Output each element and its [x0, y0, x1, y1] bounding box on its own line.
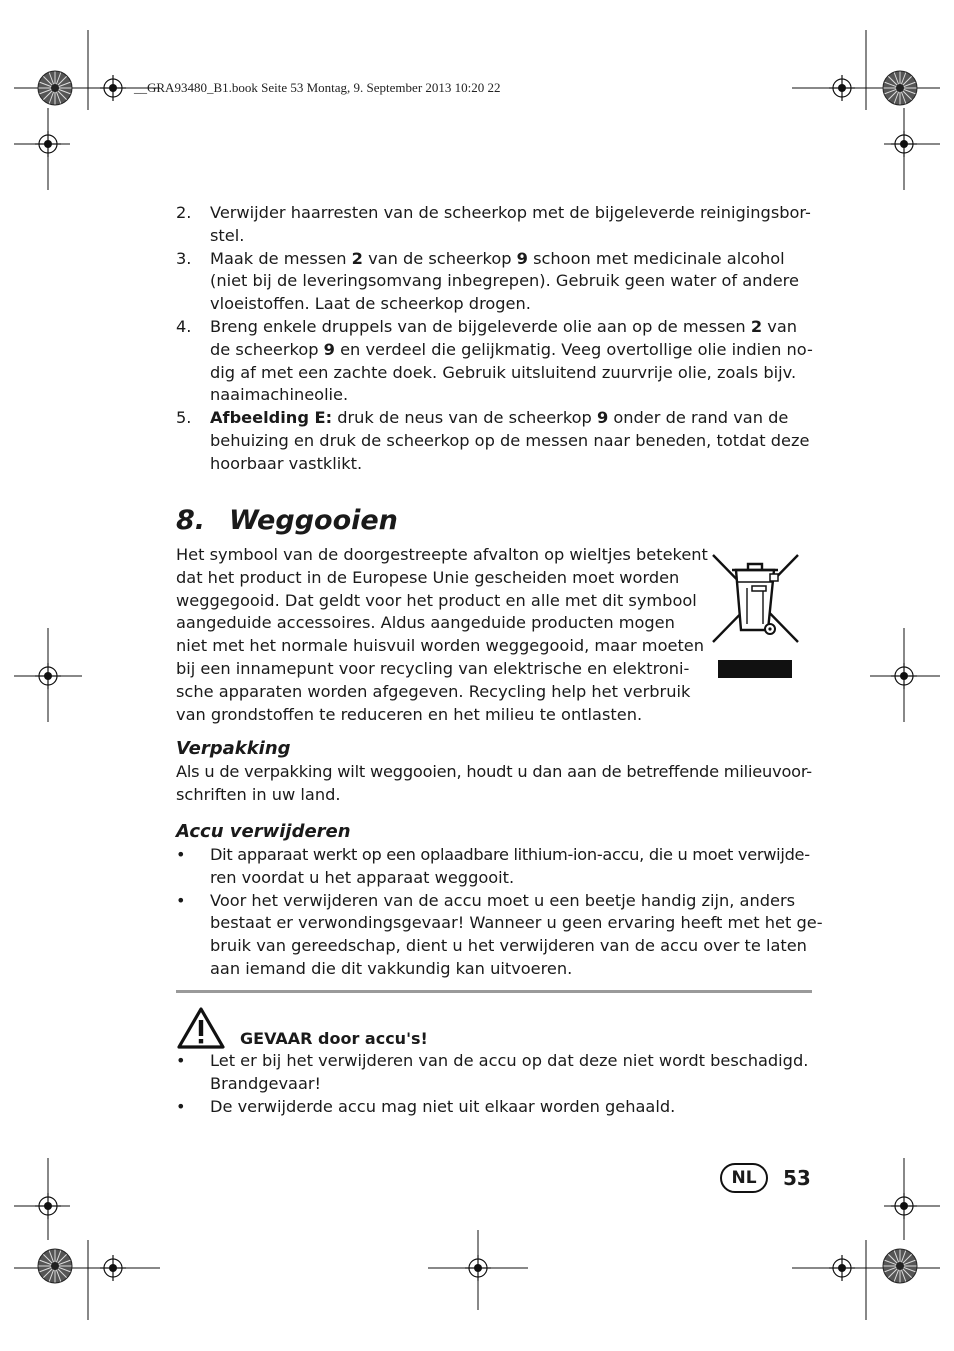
list-item: 2. Verwijder haarresten van de scheerkop met de bijgeleverde reinigingsbor- stel.: [176, 203, 811, 245]
crop-registration-mark-icon: [100, 75, 126, 101]
crop-registration-mark-icon: [829, 75, 855, 101]
steps-list: [176, 202, 812, 476]
crop-registration-mark-icon: [891, 663, 917, 689]
color-calibration-wheel-icon: [883, 71, 917, 105]
crop-registration-mark-icon: [891, 1193, 917, 1219]
crop-registration-mark-icon: [465, 1255, 491, 1281]
color-calibration-wheel-icon: [883, 1249, 917, 1283]
section-heading: Verpakking: [176, 738, 291, 759]
packaging-section: Verpakking Als u de verpakking wilt weggooien, houdt u dan aan de betreffende milieuvoor- schriften in uw land.: [176, 738, 812, 804]
list-item: • Dit apparaat werkt op een oplaadbare lithium-ion-accu, die u moet verwijde- ren voordat u het apparaat weggooit.: [176, 845, 810, 887]
file-info-header: __GRA93480_B1.book Seite 53 Montag, 9. September 2013 10:20 22: [134, 80, 501, 95]
crop-registration-mark-icon: [100, 1255, 126, 1281]
list-item: • Let er bij het verwijderen van de accu op dat deze niet wordt beschadigd. Brandgevaar!: [176, 1051, 809, 1093]
list-item: 3. Maak de messen 2 van de scheerkop 9 schoon met medicinale alcohol (niet bij de leveringsomvang inbegrepen). Gebruik geen water of andere vloeistoffen. Laat de scheerkop drogen.: [176, 248, 799, 314]
crop-registration-mark-icon: [891, 131, 917, 157]
color-calibration-wheel-icon: [38, 71, 72, 105]
warning-title: GEVAAR door accu's!: [240, 1029, 428, 1048]
section-heading: Accu verwijderen: [176, 821, 351, 842]
battery-section: [176, 820, 823, 981]
list-item: 5. Afbeelding E: druk de neus van de scheerkop 9 onder de rand van de behuizing en druk de scheerkop op de messen naar beneden, totdat deze hoorbaar vastklikt.: [176, 408, 810, 473]
crop-registration-mark-icon: [829, 1255, 855, 1281]
section-title: 8. Weggooien: [176, 505, 398, 536]
crop-registration-mark-icon: [35, 131, 61, 157]
warning-triangle-icon: [176, 1006, 226, 1050]
section-weggooien: [176, 505, 812, 537]
divider: [176, 990, 812, 993]
list-item: 4. Breng enkele druppels van de bijgeleverde olie aan op de messen 2 van de scheerkop 9 en verdeel die gelijkmatig. Veeg overtollige olie indien no- dig af met een zachte doek. Gebruik uitsluitend zuurvrije olie, zoals bijv. naaimachineolie.: [176, 316, 813, 405]
crossed-out-wheelie-bin-icon: [708, 552, 804, 678]
crop-registration-mark-icon: [35, 1193, 61, 1219]
crop-registration-mark-icon: [35, 663, 61, 689]
weee-paragraph: Het symbool van de doorgestreepte afvalton op wieltjes betekent dat het product in de Europese Unie gescheiden moet worden weggegooid. Dat geldt voor het product en alle met dit symbool aangeduide accessoires. Aldus aangeduide producten mogen niet met het normale huisvuil worden weggegooid, maar moeten bij een innamepunt voor recycling van elektrische en elektroni- sche apparaten worden afgegeven. Recycling help het verbruik van grondstoffen te reduceren en het milieu te ontlasten.: [176, 545, 708, 724]
list-item: • De verwijderde accu mag niet uit elkaar worden gehaald.: [176, 1096, 676, 1116]
list-item: • Voor het verwijderen van de accu moet u een beetje handig zijn, anders bestaat er verwondingsgevaar! Wanneer u geen ervaring heeft met het ge- bruik van gereedschap, dient u het verwijderen van de accu over te laten aan iemand die dit vakkundig kan uitvoeren.: [176, 890, 823, 978]
page-number: 53: [783, 1166, 811, 1190]
language-badge: NL: [720, 1163, 768, 1193]
color-calibration-wheel-icon: [38, 1249, 72, 1283]
warning-list: [176, 1050, 812, 1118]
